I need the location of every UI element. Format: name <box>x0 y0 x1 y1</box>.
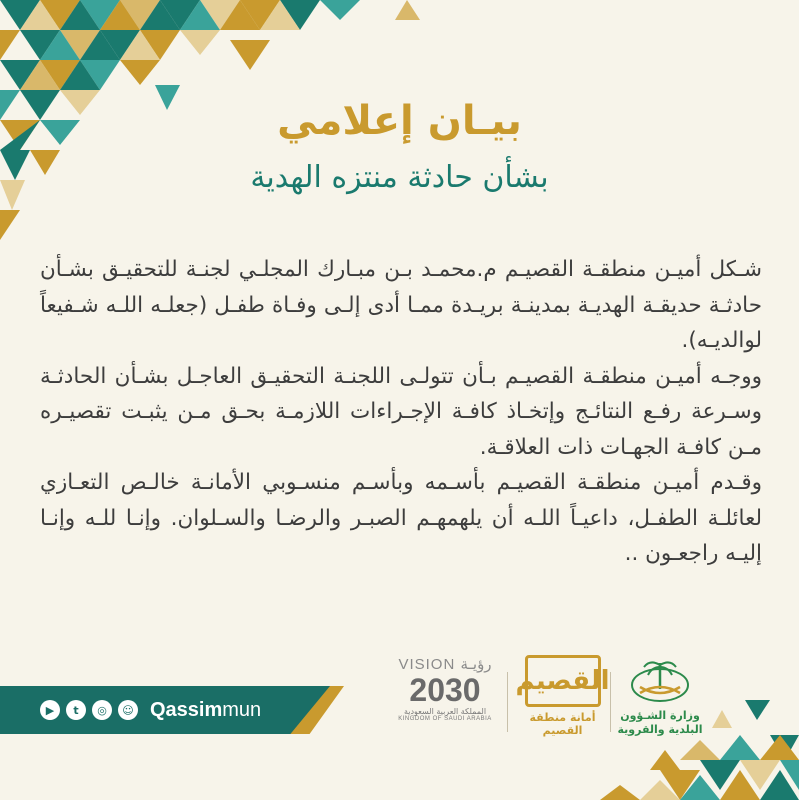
youtube-icon[interactable]: ▶ <box>40 700 60 720</box>
palm-swords-emblem-icon <box>615 655 705 705</box>
logo-divider <box>507 672 508 732</box>
statement-paragraph: شـكل أميـن منطقـة القصيـم م.محمـد بـن مبـارك المجلـي لجنـة للتحقيـق بشـأن حادثـة حديقـة الهديـة بمدينـة بريـدة ممـا أدى إلـى وفـاة طفـل (جعلـه اللـه شـفيعاً لوالديـه). <box>40 257 762 353</box>
logo-divider <box>610 672 611 732</box>
statement-paragraph: ووجـه أميـن منطقـة القصيـم بـأن تتولـى اللجنـة التحقيـق العاجـل بشـأن الحادثـة وسـرعة رفـع النتائـج وإتخـاذ كافـة الإجـراءات اللازمـة بحـق مـن يثبـت تقصيـره مـن كافـة الجهـات ذات العلاقـة. <box>40 363 762 460</box>
ministry-name-line2: البلدية والقروية <box>617 723 703 736</box>
social-links <box>40 698 261 722</box>
amana-mark: القصيم <box>525 655 601 707</box>
ministry-name-line1: وزارة الشـؤون <box>620 709 700 722</box>
social-handle-rest: mun <box>222 698 262 721</box>
page-title: بيـان إعلامي <box>277 98 522 144</box>
ministry-logo <box>615 655 705 745</box>
statement-paragraph: وقـدم أميـن منطقـة القصيـم بأسـمه وبأسـم منسـوبي الأمانـة خالـص التعـازي لعائلـة الطفـل، داعيـاً اللـه أن يلهمهـم الصبـر والرضـا والسـلوان. وإنـا للـه وإنـا إليـه راجعـون .. <box>40 470 762 566</box>
page-subtitle: بشأن حادثة منتزه الهدية <box>250 160 549 195</box>
snapchat-icon[interactable]: ☺ <box>118 700 138 720</box>
instagram-icon[interactable]: ◎ <box>92 700 112 720</box>
vision-2030-logo <box>395 655 495 745</box>
vision-year: 2030 <box>409 672 481 708</box>
amana-name: أمانة منطقة القصيم <box>529 711 596 737</box>
social-handle-bold: Qassim <box>150 698 223 721</box>
social-handle[interactable] <box>150 699 261 722</box>
twitter-icon[interactable]: t <box>66 700 86 720</box>
amana-qassim-logo <box>515 655 610 745</box>
vision-kingdom-ar: المملكة العربية السعودية <box>403 707 487 716</box>
vision-kingdom-en: KINGDOM OF SAUDI ARABIA <box>398 716 492 722</box>
vision-label: VISION رؤيـة <box>398 656 492 673</box>
statement-body <box>40 252 762 572</box>
